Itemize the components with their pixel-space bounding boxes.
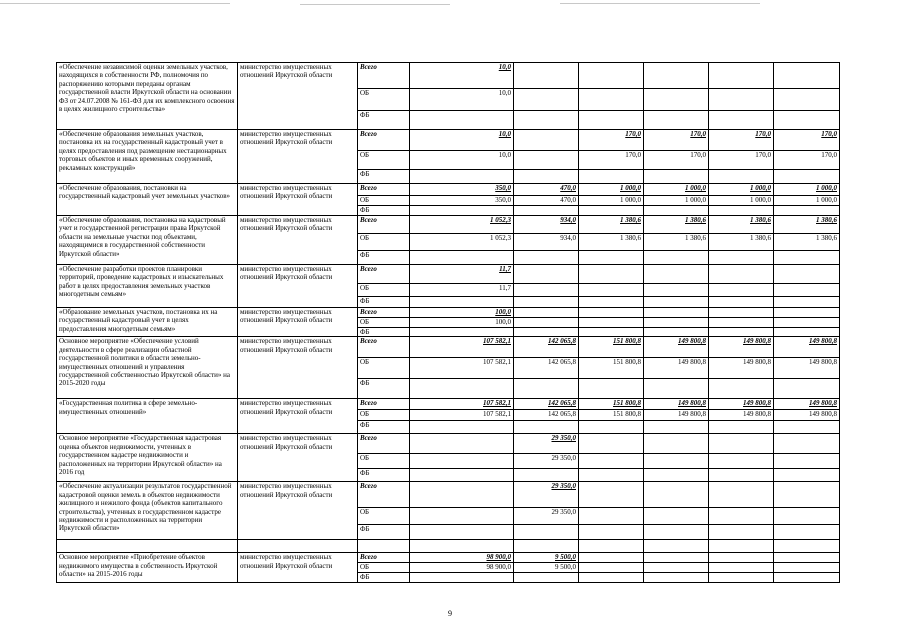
amount-cell	[709, 482, 774, 508]
amount-cell: 470,0	[514, 196, 579, 206]
amount-cell: 9 500,0	[514, 563, 579, 573]
amount-cell	[709, 469, 774, 482]
amount-cell	[774, 482, 840, 508]
amount-cell: 11,7	[410, 265, 514, 284]
funding-source-cell: ФБ	[358, 297, 410, 308]
amount-cell: 100,0	[410, 308, 514, 318]
spacer-cell	[238, 540, 358, 553]
measure-name-cell: «Обеспечение образования, постановка на кадастровый учет и государственной регистрации права Иркутской области на земельные участки под объектами, находящимися в государственной собственности Иркутской области»	[57, 216, 238, 265]
amount-cell: 149 800,8	[774, 410, 840, 421]
amount-cell: 29 350,0	[514, 434, 579, 454]
amount-cell: 170,0	[644, 130, 709, 151]
amount-cell	[709, 379, 774, 399]
amount-cell	[579, 454, 644, 469]
amount-cell	[514, 318, 579, 328]
table-row	[57, 553, 840, 563]
amount-cell: 10,0	[410, 130, 514, 151]
amount-cell: 1 000,0	[774, 184, 840, 196]
funding-source-cell: ОБ	[358, 454, 410, 469]
amount-cell	[774, 297, 840, 308]
responsible-cell: министерство имущественных отношений Иркутской области	[238, 482, 358, 540]
amount-cell	[644, 89, 709, 111]
amount-cell: 107 582,1	[410, 410, 514, 421]
spacer-cell	[709, 540, 774, 553]
amount-cell: 934,0	[514, 216, 579, 234]
scan-artifact-line	[560, 3, 760, 4]
amount-cell	[410, 421, 514, 434]
amount-cell: 1 052,3	[410, 234, 514, 251]
amount-cell: 1 000,0	[774, 196, 840, 206]
amount-cell	[410, 328, 514, 337]
amount-cell	[579, 379, 644, 399]
funding-source-cell: ОБ	[358, 284, 410, 297]
page-number: 9	[448, 609, 452, 618]
amount-cell	[579, 63, 644, 89]
amount-cell: 10,0	[410, 89, 514, 111]
amount-cell	[644, 284, 709, 297]
amount-cell	[644, 63, 709, 89]
amount-cell	[709, 297, 774, 308]
amount-cell	[644, 111, 709, 130]
funding-source-cell: Всего	[358, 434, 410, 454]
table-row	[57, 265, 840, 284]
amount-cell: 149 800,8	[644, 410, 709, 421]
amount-cell	[514, 63, 579, 89]
amount-cell	[709, 553, 774, 563]
amount-cell: 151 800,8	[579, 399, 644, 410]
amount-cell	[709, 421, 774, 434]
amount-cell	[644, 573, 709, 583]
funding-source-cell: ФБ	[358, 469, 410, 482]
amount-cell	[774, 318, 840, 328]
amount-cell	[709, 265, 774, 284]
funding-source-cell: ОБ	[358, 196, 410, 206]
amount-cell	[709, 111, 774, 130]
amount-cell	[774, 553, 840, 563]
amount-cell: 107 582,1	[410, 358, 514, 379]
funding-source-cell: ОБ	[358, 563, 410, 573]
amount-cell	[410, 508, 514, 525]
amount-cell: 9 500,0	[514, 553, 579, 563]
amount-cell	[579, 251, 644, 265]
responsible-cell: министерство имущественных отношений Иркутской области	[238, 216, 358, 265]
amount-cell: 10,0	[410, 63, 514, 89]
table-row	[57, 434, 840, 454]
amount-cell	[514, 328, 579, 337]
measure-name-cell: «Государственная политика в сфере земельно-имущественных отношений»	[57, 399, 238, 434]
table-row	[57, 184, 840, 196]
amount-cell: 107 582,1	[410, 337, 514, 358]
amount-cell: 1 000,0	[644, 184, 709, 196]
amount-cell: 350,0	[410, 184, 514, 196]
amount-cell: 151 800,8	[579, 358, 644, 379]
amount-cell	[774, 265, 840, 284]
measure-name-cell: «Обеспечение независимой оценки земельных участков, находящихся в собственности РФ, полномочия по распоряжению которыми переданы органам государственной власти Иркутской области на основании ФЗ от 24.07.2008 № 161-ФЗ для их комплексного освоения в целях жилищного строительства»	[57, 63, 238, 130]
responsible-cell: министерство имущественных отношений Иркутской области	[238, 308, 358, 337]
amount-cell: 170,0	[709, 130, 774, 151]
amount-cell	[410, 206, 514, 216]
amount-cell	[410, 170, 514, 184]
amount-cell	[774, 563, 840, 573]
responsible-cell: министерство имущественных отношений Иркутской области	[238, 63, 358, 130]
spacer-row	[57, 540, 840, 553]
spacer-cell	[579, 540, 644, 553]
table-row	[57, 482, 840, 508]
amount-cell	[579, 170, 644, 184]
amount-cell	[644, 251, 709, 265]
measure-name-cell: «Обеспечение образования, постановки на государственный кадастровый учет земельных участков»	[57, 184, 238, 216]
amount-cell	[709, 284, 774, 297]
amount-cell	[514, 130, 579, 151]
amount-cell	[410, 111, 514, 130]
amount-cell	[644, 563, 709, 573]
amount-cell	[774, 508, 840, 525]
amount-cell: 151 800,8	[579, 410, 644, 421]
amount-cell: 149 800,8	[709, 358, 774, 379]
spacer-cell	[644, 540, 709, 553]
amount-cell: 10,0	[410, 151, 514, 170]
amount-cell: 1 000,0	[579, 196, 644, 206]
amount-cell: 149 800,8	[709, 337, 774, 358]
amount-cell	[774, 525, 840, 540]
amount-cell: 149 800,8	[644, 337, 709, 358]
spacer-cell	[358, 540, 410, 553]
amount-cell: 142 065,8	[514, 399, 579, 410]
amount-cell: 149 800,8	[774, 337, 840, 358]
amount-cell	[579, 328, 644, 337]
amount-cell	[709, 251, 774, 265]
amount-cell	[774, 284, 840, 297]
amount-cell	[709, 89, 774, 111]
funding-source-cell: ФБ	[358, 525, 410, 540]
amount-cell	[579, 482, 644, 508]
amount-cell	[579, 318, 644, 328]
amount-cell: 350,0	[410, 196, 514, 206]
funding-source-cell: ОБ	[358, 89, 410, 111]
amount-cell	[709, 63, 774, 89]
amount-cell	[579, 308, 644, 318]
amount-cell: 149 800,8	[644, 358, 709, 379]
amount-cell	[579, 573, 644, 583]
amount-cell	[579, 525, 644, 540]
table-row	[57, 308, 840, 318]
amount-cell	[579, 421, 644, 434]
amount-cell	[579, 297, 644, 308]
amount-cell	[644, 379, 709, 399]
amount-cell: 170,0	[644, 151, 709, 170]
amount-cell	[579, 265, 644, 284]
amount-cell	[774, 111, 840, 130]
amount-cell	[410, 482, 514, 508]
amount-cell	[579, 563, 644, 573]
measure-name-cell: Основное мероприятие «Приобретение объектов недвижимого имущества в собственность Иркутской области» на 2015-2016 годы	[57, 553, 238, 583]
amount-cell	[644, 454, 709, 469]
amount-cell	[644, 308, 709, 318]
funding-source-cell: ОБ	[358, 508, 410, 525]
amount-cell	[579, 111, 644, 130]
amount-cell: 100,0	[410, 318, 514, 328]
amount-cell: 170,0	[709, 151, 774, 170]
table-row	[57, 337, 840, 358]
amount-cell	[709, 318, 774, 328]
amount-cell	[644, 482, 709, 508]
amount-cell	[644, 297, 709, 308]
table-row	[57, 399, 840, 410]
responsible-cell: министерство имущественных отношений Иркутской области	[238, 184, 358, 216]
amount-cell	[644, 328, 709, 337]
amount-cell	[709, 206, 774, 216]
funding-source-cell: ОБ	[358, 151, 410, 170]
measure-name-cell: «Обеспечение образования земельных участков, постановка их на государственный кадастровый учет в целях предоставления под размещение нестационарных торговых объектов и иных временных сооружений, рекламных конструкций»	[57, 130, 238, 184]
amount-cell	[410, 573, 514, 583]
amount-cell	[410, 251, 514, 265]
amount-cell: 149 800,8	[644, 399, 709, 410]
amount-cell	[579, 469, 644, 482]
funding-source-cell: Всего	[358, 482, 410, 508]
amount-cell	[774, 251, 840, 265]
funding-source-cell: ФБ	[358, 573, 410, 583]
funding-source-cell: Всего	[358, 130, 410, 151]
amount-cell	[514, 89, 579, 111]
amount-cell	[514, 525, 579, 540]
amount-cell: 149 800,8	[774, 399, 840, 410]
amount-cell	[644, 553, 709, 563]
responsible-cell: министерство имущественных отношений Иркутской области	[238, 553, 358, 583]
amount-cell	[709, 563, 774, 573]
amount-cell	[774, 308, 840, 318]
amount-cell: 142 065,8	[514, 358, 579, 379]
amount-cell: 151 800,8	[579, 337, 644, 358]
amount-cell	[774, 469, 840, 482]
amount-cell	[410, 434, 514, 454]
amount-cell	[644, 170, 709, 184]
funding-source-cell: Всего	[358, 399, 410, 410]
amount-cell	[579, 206, 644, 216]
amount-cell	[410, 379, 514, 399]
amount-cell	[774, 89, 840, 111]
amount-cell	[514, 297, 579, 308]
amount-cell	[579, 434, 644, 454]
amount-cell: 29 350,0	[514, 482, 579, 508]
amount-cell	[514, 421, 579, 434]
amount-cell	[514, 469, 579, 482]
scan-artifact-line	[0, 3, 230, 4]
amount-cell: 149 800,8	[709, 410, 774, 421]
amount-cell	[644, 525, 709, 540]
amount-cell	[774, 421, 840, 434]
amount-cell	[514, 308, 579, 318]
amount-cell: 470,0	[514, 184, 579, 196]
amount-cell	[709, 434, 774, 454]
amount-cell	[410, 297, 514, 308]
amount-cell	[644, 265, 709, 284]
amount-cell: 142 065,8	[514, 410, 579, 421]
funding-source-cell: ФБ	[358, 206, 410, 216]
amount-cell: 170,0	[774, 130, 840, 151]
amount-cell: 170,0	[579, 130, 644, 151]
amount-cell: 1 052,3	[410, 216, 514, 234]
amount-cell	[774, 454, 840, 469]
amount-cell	[644, 318, 709, 328]
amount-cell	[579, 284, 644, 297]
scan-artifact-line	[300, 4, 450, 5]
spacer-cell	[57, 540, 238, 553]
amount-cell	[774, 434, 840, 454]
responsible-cell: министерство имущественных отношений Иркутской области	[238, 434, 358, 482]
amount-cell	[514, 265, 579, 284]
funding-source-cell: ОБ	[358, 318, 410, 328]
amount-cell	[644, 434, 709, 454]
amount-cell: 1 000,0	[579, 184, 644, 196]
funding-source-cell: ФБ	[358, 170, 410, 184]
funding-source-cell: Всего	[358, 553, 410, 563]
funding-source-cell: Всего	[358, 337, 410, 358]
amount-cell	[709, 525, 774, 540]
funding-source-cell: Всего	[358, 308, 410, 318]
amount-cell	[644, 469, 709, 482]
amount-cell	[579, 553, 644, 563]
amount-cell	[514, 111, 579, 130]
funding-source-cell: ОБ	[358, 358, 410, 379]
funding-source-cell: ФБ	[358, 328, 410, 337]
amount-cell: 170,0	[579, 151, 644, 170]
amount-cell: 29 350,0	[514, 454, 579, 469]
amount-cell	[709, 170, 774, 184]
funding-source-cell: ОБ	[358, 234, 410, 251]
amount-cell: 149 800,8	[709, 399, 774, 410]
amount-cell	[514, 151, 579, 170]
funding-source-cell: Всего	[358, 63, 410, 89]
amount-cell: 1 380,6	[579, 216, 644, 234]
spacer-cell	[514, 540, 579, 553]
amount-cell: 1 000,0	[709, 184, 774, 196]
measure-name-cell: «Обеспечение актуализации результатов государственной кадастровой оценки земель в объектов недвижимости жилищного и нежилого фонда (объектов капитального строительства), учтенных в государственном кадастре недвижимости и расположенных на территории Иркутской области»	[57, 482, 238, 540]
amount-cell	[514, 251, 579, 265]
amount-cell	[774, 328, 840, 337]
amount-cell	[579, 89, 644, 111]
amount-cell	[774, 170, 840, 184]
amount-cell: 29 350,0	[514, 508, 579, 525]
amount-cell: 1 380,6	[709, 234, 774, 251]
amount-cell	[709, 573, 774, 583]
amount-cell	[514, 573, 579, 583]
table-row	[57, 63, 840, 89]
amount-cell	[709, 508, 774, 525]
amount-cell	[579, 508, 644, 525]
amount-cell	[644, 508, 709, 525]
spacer-cell	[774, 540, 840, 553]
amount-cell	[774, 379, 840, 399]
measure-name-cell: Основное мероприятие «Государственная кадастровая оценка объектов недвижимости, учтенных в государственном кадастре недвижимости и расположенных на территории Иркутской области» на 2016 год	[57, 434, 238, 482]
amount-cell	[410, 454, 514, 469]
measure-name-cell: «Обеспечение разработки проектов планировки территорий, проведение кадастровых и изыскательных работ в целях предоставления земельных участков многодетным семьям»	[57, 265, 238, 308]
funding-source-cell: ФБ	[358, 421, 410, 434]
amount-cell: 11,7	[410, 284, 514, 297]
funding-source-cell: ОБ	[358, 410, 410, 421]
amount-cell	[410, 525, 514, 540]
amount-cell: 1 380,6	[709, 216, 774, 234]
measure-name-cell: «Образование земельных участков, постановка их на государственный кадастровый учет в целях предоставления многодетным семьям»	[57, 308, 238, 337]
amount-cell	[709, 454, 774, 469]
amount-cell	[644, 206, 709, 216]
amount-cell	[514, 206, 579, 216]
amount-cell: 934,0	[514, 234, 579, 251]
funding-source-cell: Всего	[358, 184, 410, 196]
funding-source-cell: ФБ	[358, 379, 410, 399]
spacer-cell	[410, 540, 514, 553]
responsible-cell: министерство имущественных отношений Иркутской области	[238, 265, 358, 308]
amount-cell: 1 380,6	[644, 216, 709, 234]
responsible-cell: министерство имущественных отношений Иркутской области	[238, 399, 358, 434]
amount-cell: 107 582,1	[410, 399, 514, 410]
amount-cell	[709, 308, 774, 318]
amount-cell: 149 800,8	[774, 358, 840, 379]
amount-cell	[410, 469, 514, 482]
funding-source-cell: Всего	[358, 216, 410, 234]
amount-cell: 1 380,6	[644, 234, 709, 251]
amount-cell: 98 900,0	[410, 563, 514, 573]
amount-cell: 1 380,6	[774, 216, 840, 234]
amount-cell: 142 065,8	[514, 337, 579, 358]
funding-source-cell: ФБ	[358, 251, 410, 265]
amount-cell: 170,0	[774, 151, 840, 170]
amount-cell: 98 900,0	[410, 553, 514, 563]
amount-cell: 1 380,6	[774, 234, 840, 251]
responsible-cell: министерство имущественных отношений Иркутской области	[238, 130, 358, 184]
budget-table	[56, 62, 840, 583]
amount-cell: 1 000,0	[644, 196, 709, 206]
measure-name-cell: Основное мероприятие «Обеспечение условий деятельности в сфере реализации областной государственной политики в области земельно-имущественных отношений и управления государственной собственностью Иркутской области» на 2015-2020 годы	[57, 337, 238, 399]
amount-cell	[709, 328, 774, 337]
table-row	[57, 130, 840, 151]
table-row	[57, 216, 840, 234]
amount-cell	[514, 170, 579, 184]
responsible-cell: министерство имущественных отношений Иркутской области	[238, 337, 358, 399]
amount-cell	[774, 573, 840, 583]
amount-cell	[774, 63, 840, 89]
funding-source-cell: Всего	[358, 265, 410, 284]
funding-source-cell: ФБ	[358, 111, 410, 130]
amount-cell	[514, 379, 579, 399]
amount-cell	[774, 206, 840, 216]
amount-cell: 1 380,6	[579, 234, 644, 251]
amount-cell	[514, 284, 579, 297]
amount-cell	[644, 421, 709, 434]
amount-cell: 1 000,0	[709, 196, 774, 206]
